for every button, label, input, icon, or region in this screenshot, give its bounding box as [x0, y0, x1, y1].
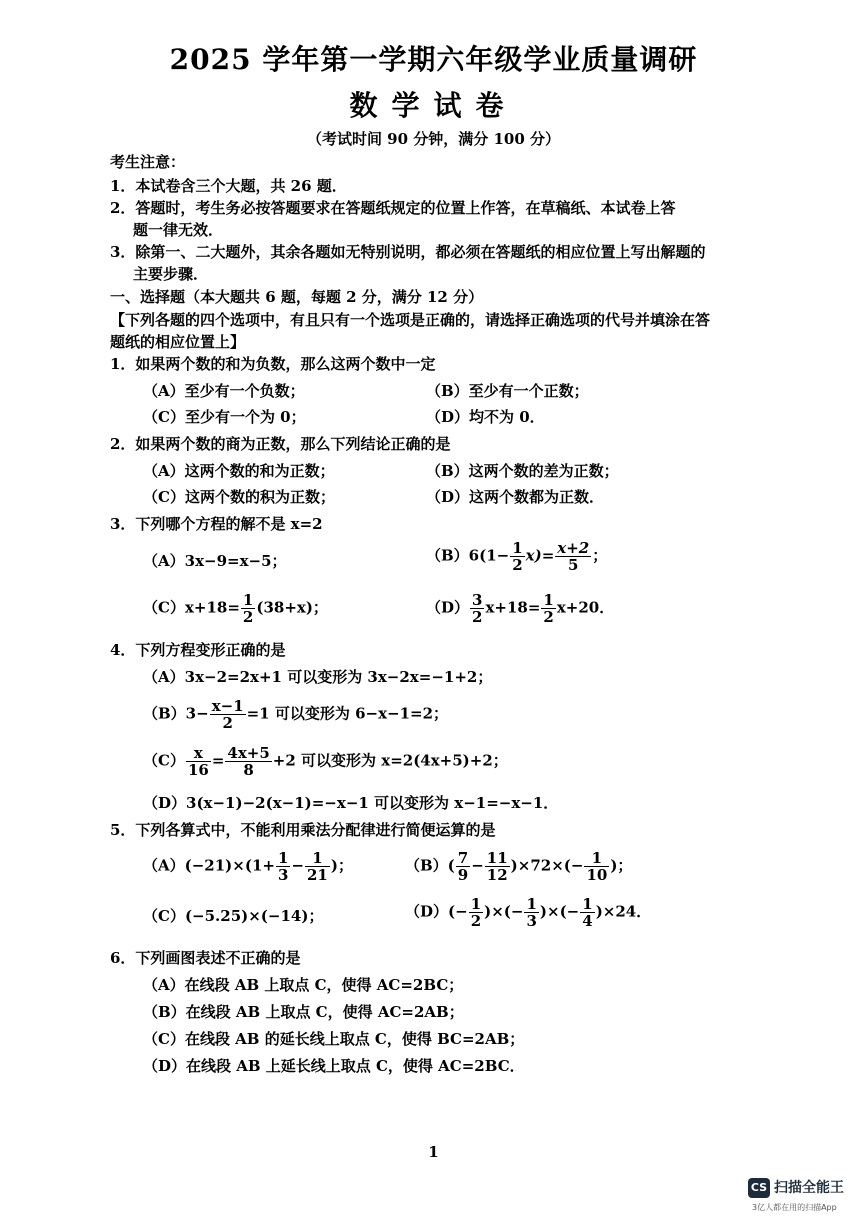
q2-option-a: （A）这两个数的和为正数；: [143, 462, 335, 480]
q4-option-c: （C） $\frac{x}{16}$ = $\frac{4x+5}{8}$ +2 可以变形为 x=2(4x+5)+2；: [143, 744, 508, 779]
notes-heading: 考生注意：: [110, 153, 186, 171]
q3-option-d: （D） $\frac{3}{2}$ x+18= $\frac{1}{2}$ x+20．: [426, 591, 615, 626]
exam-subtitle: 数学试卷: [349, 89, 518, 122]
q3-option-b: （B）6(1− $\frac{1}{2}$ x)= $\frac{x+2}{5}$ ；: [426, 539, 608, 574]
brand-tagline: 3亿人都在用的扫描App: [752, 1203, 837, 1212]
q1-option-d: （D）均不为 0．: [426, 408, 545, 426]
scanner-watermark: [748, 1178, 858, 1218]
q1-option-a: （A）至少有一个负数；: [143, 382, 305, 400]
q6-option-b: （B）在线段 AB 上取点 C，使得 AC=2AB；: [143, 1003, 464, 1021]
q1-option-b: （B）至少有一个正数；: [426, 382, 589, 400]
q6-option-d: （D）在线段 AB 上延长线上取点 C，使得 AC=2BC．: [143, 1057, 525, 1075]
page-number: 1: [428, 1143, 439, 1161]
note-item: 3．除第一、二大题外，其余各题如无特别说明，都必须在答题纸的相应位置上写出解题的: [110, 243, 706, 261]
q2-option-d: （D）这两个数都为正数．: [426, 488, 605, 506]
note-item: 2．答题时，考生务必按答题要求在答题纸规定的位置上作答，在草稿纸、本试卷上答: [110, 199, 676, 217]
q1-stem: 1．如果两个数的和为负数，那么这两个数中一定: [110, 355, 436, 373]
exam-title: 2025 学年第一学期六年级学业质量调研: [169, 43, 698, 76]
q5-stem: 5．下列各算式中，不能利用乘法分配律进行简便运算的是: [110, 821, 496, 839]
section1-instruction: 题纸的相应位置上】: [110, 333, 246, 351]
q3-option-a: （A）3x−9=x−5；: [143, 552, 287, 570]
note-item: 主要步骤．: [133, 265, 209, 283]
q5-option-a: （A）(−21)×(1+ $\frac{1}{3}$ − $\frac{1}{21}$ )；: [143, 849, 353, 884]
q4-stem: 4．下列方程变形正确的是: [110, 641, 286, 659]
cs-logo-icon: CS: [748, 1178, 770, 1198]
q3-option-c: （C）x+18= $\frac{1}{2}$ (38+x)；: [143, 591, 328, 626]
q5-option-d: （D）(− $\frac{1}{2}$ )×(− $\frac{1}{3}$ )×(− $\frac{1}{4}$ )×24．: [405, 895, 652, 930]
section1-heading: 一、选择题（本大题共 6 题，每题 2 分，满分 12 分）: [110, 288, 484, 306]
q5-option-c: （C）(−5.25)×(−14)；: [143, 907, 324, 925]
q5-option-b: （B）( $\frac{7}{9}$ − $\frac{11}{12}$ )×72×(− $\frac{1}{10}$ )；: [405, 849, 633, 884]
q4-option-d: （D）3(x−1)−2(x−1)=−x−1 可以变形为 x−1=−x−1．: [143, 794, 559, 812]
q4-option-a: （A）3x−2=2x+1 可以变形为 3x−2x=−1+2；: [143, 668, 493, 686]
q2-option-c: （C）这两个数的积为正数；: [143, 488, 335, 506]
q3-stem: 3．下列哪个方程的解不是 x=2: [110, 515, 323, 533]
q2-stem: 2．如果两个数的商为正数，那么下列结论正确的是: [110, 435, 451, 453]
q6-stem: 6．下列画图表述不正确的是: [110, 949, 301, 967]
q2-option-b: （B）这两个数的差为正数；: [426, 462, 619, 480]
brand-name: 扫描全能王: [774, 1180, 844, 1196]
exam-time-info: （考试时间 90 分钟，满分 100 分）: [306, 130, 561, 148]
section1-instruction: 【下列各题的四个选项中，有且只有一个选项是正确的，请选择正确选项的代号并填涂在答: [110, 311, 711, 329]
q6-option-a: （A）在线段 AB 上取点 C，使得 AC=2BC；: [143, 976, 464, 994]
q4-option-b: （B）3− $\frac{x-1}{2}$ =1 可以变形为 6−x−1=2；: [143, 697, 449, 732]
q1-option-c: （C）至少有一个为 0；: [143, 408, 306, 426]
note-item: 1．本试卷含三个大题，共 26 题．: [110, 177, 347, 195]
note-item: 题一律无效．: [133, 221, 224, 239]
q6-option-c: （C）在线段 AB 的延长线上取点 C，使得 BC=2AB；: [143, 1030, 525, 1048]
